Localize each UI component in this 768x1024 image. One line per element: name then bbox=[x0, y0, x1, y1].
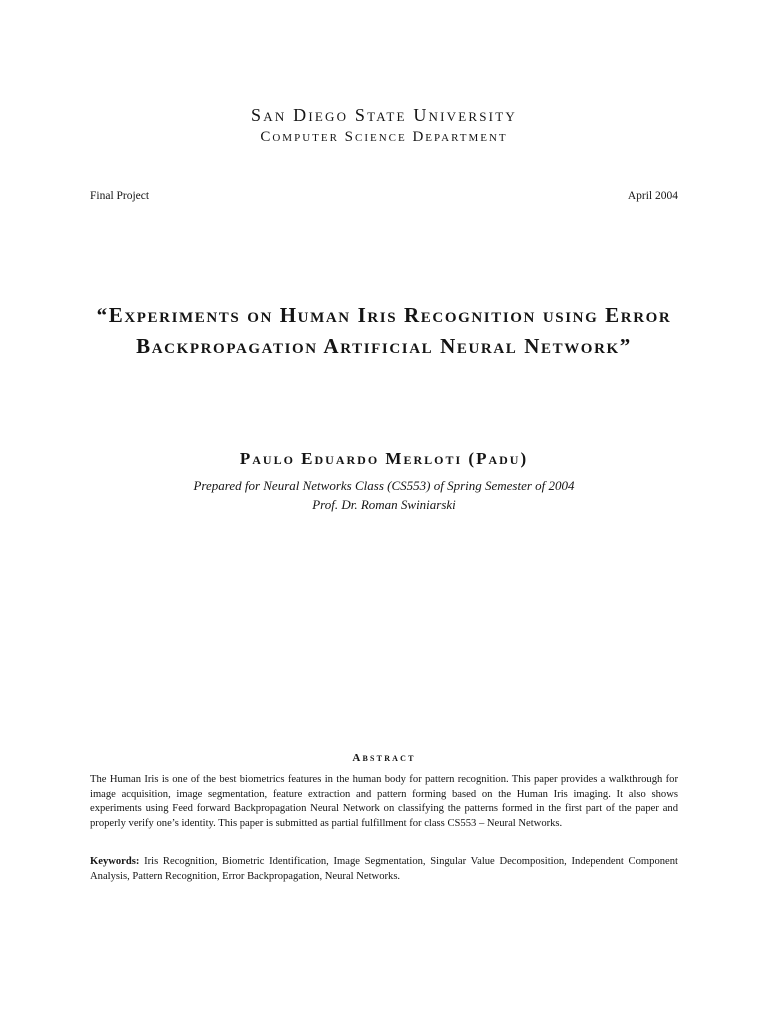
professor-line: Prof. Dr. Roman Swiniarski bbox=[312, 497, 456, 512]
document-date: April 2004 bbox=[627, 190, 678, 202]
keywords-text: Iris Recognition, Biometric Identification, Image Segmentation, Singular Value Decomposition, Independent Component Analysis, Pattern Recognition, Error Backpropagation, Neural Networks. bbox=[90, 856, 678, 882]
paper-title: “Experiments on Human Iris Recognition using Error Backpropagation Artificial Neural Network” bbox=[96, 303, 672, 358]
department-name: Computer Science Department bbox=[260, 129, 508, 145]
document-type: Final Project bbox=[90, 190, 150, 202]
author-name: Paulo Eduardo Merloti (Padu) bbox=[239, 449, 529, 468]
prepared-for-line: Prepared for Neural Networks Class (CS553) of Spring Semester of 2004 bbox=[193, 478, 575, 493]
abstract-heading: Abstract bbox=[352, 752, 416, 764]
keywords-paragraph bbox=[90, 855, 678, 884]
keywords-label: Keywords: bbox=[90, 856, 140, 867]
university-name: San Diego State University bbox=[251, 105, 517, 125]
abstract-body: The Human Iris is one of the best biometrics features in the human body for pattern recognition. This paper provides a walkthrough for image acquisition, image segmentation, feature extraction and pattern forming based on the Human Iris imaging. It also shows experiments using Feed forward Backpropagation Neural Network on classifying the patterns formed in the first part of the paper and properly verify one’s identity. This paper is submitted as partial fulfillment for class CS553 – Neural Networks. bbox=[90, 774, 678, 829]
